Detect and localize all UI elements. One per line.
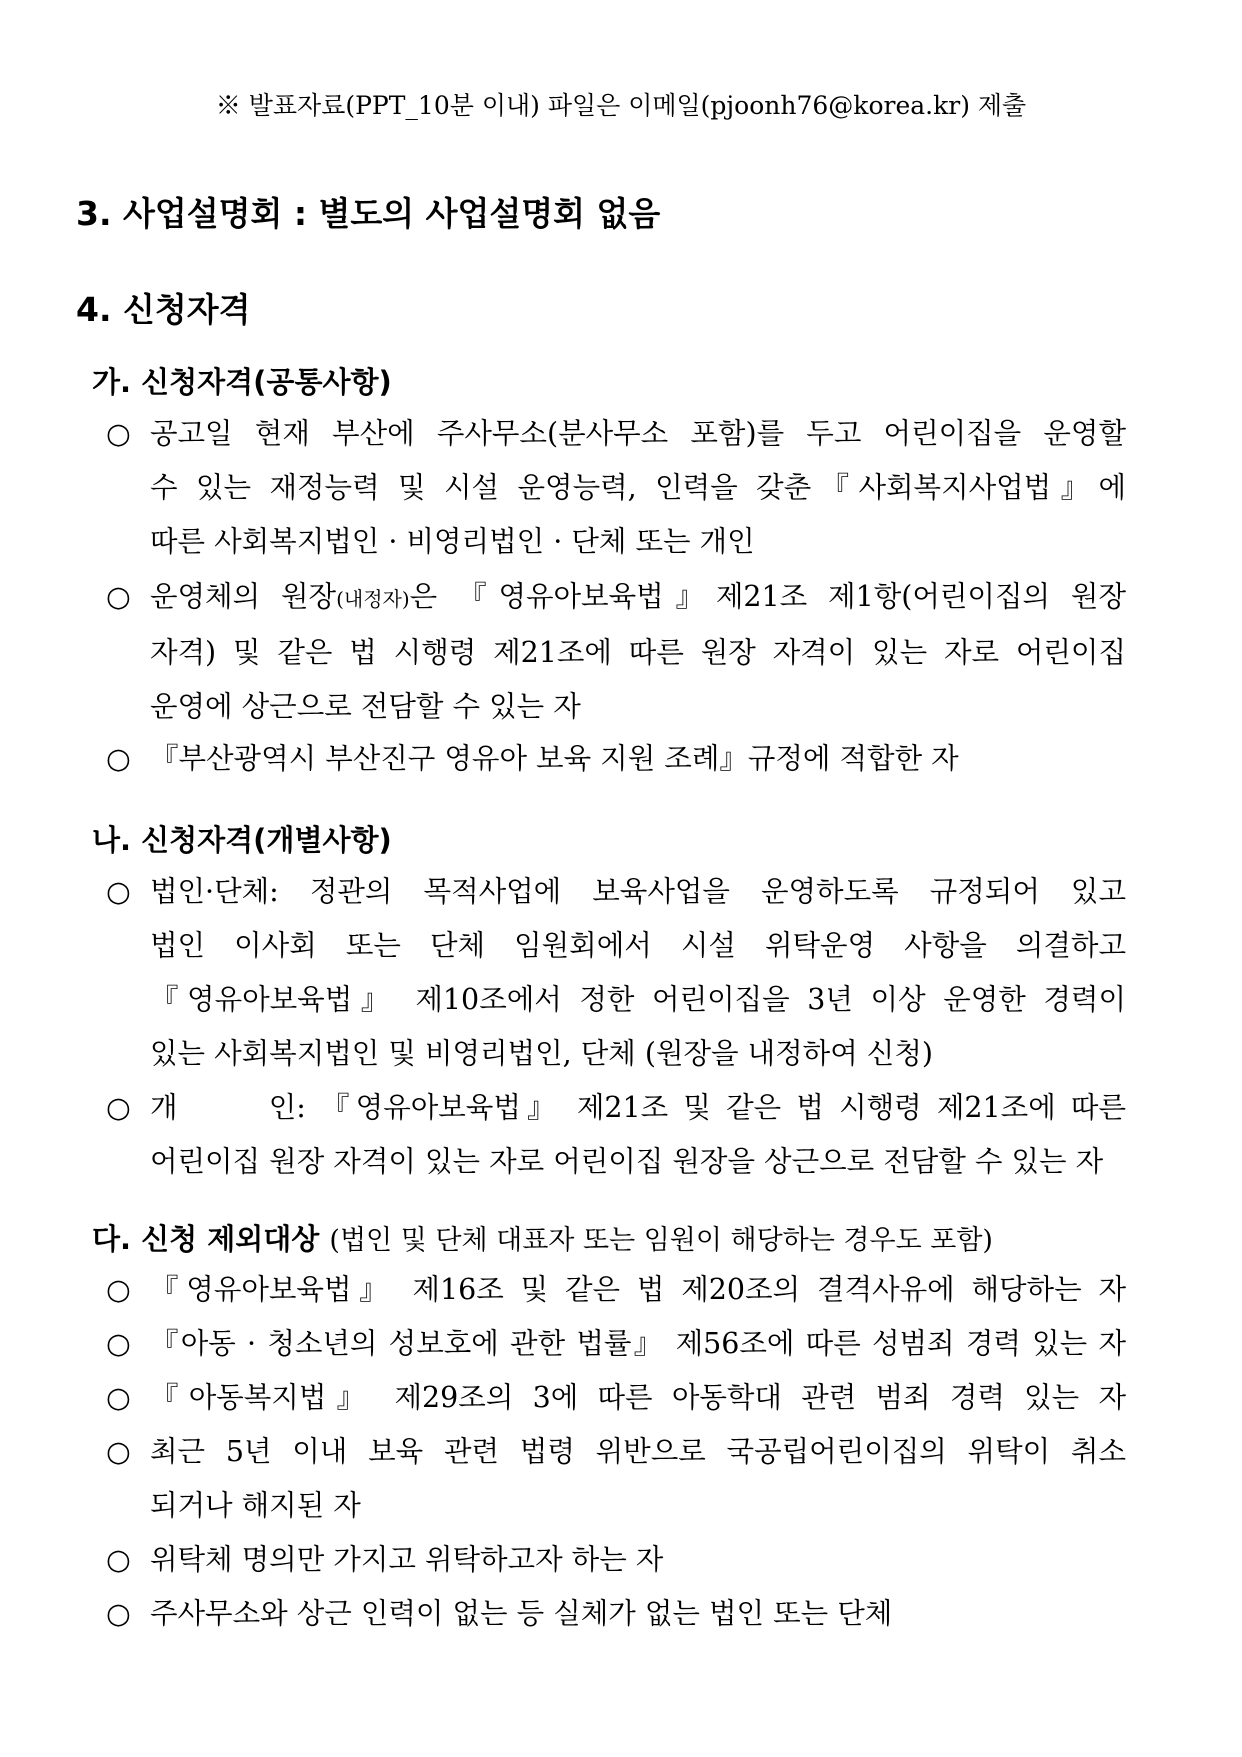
list-item: [106, 865, 1126, 1081]
circle-bullet: ○: [106, 580, 131, 613]
list-item: [106, 732, 1126, 786]
circle-bullet: ○: [106, 1091, 131, 1124]
item-line: [106, 570, 1126, 626]
item-line: 『아동 · 청소년의 성보호에 관한 법률』 제56조에 따른 성범죄 경력 있는 자: [150, 1327, 1126, 1360]
item-line: 자격) 및 같은 법 시행령 제21조에 따른 원장 자격이 있는 자로 어린이집: [150, 636, 1126, 669]
item-line: 운영에 상근으로 전담할 수 있는 자: [150, 690, 581, 723]
item-line: 공고일 현재 부산에 주사무소(분사무소 포함)를 두고 어린이집을 운영할: [150, 417, 1126, 450]
circle-bullet: ○: [106, 1597, 131, 1630]
subsection-ga-heading: 가. 신청자격(공통사항): [92, 365, 392, 399]
list-item: [106, 1533, 1126, 1587]
subsection-na-heading: 나. 신청자격(개별사항): [92, 823, 392, 857]
item-line: 개 인: 『영유아보육법』 제21조 및 같은 법 시행령 제21조에 따른: [150, 1091, 1126, 1124]
section-4-heading: 4. 신청자격: [76, 290, 251, 329]
item-line: 『부산광역시 부산진구 영유아 보육 지원 조례』규정에 적합한 자: [150, 742, 959, 775]
circle-bullet: ○: [106, 1327, 131, 1360]
item-line: 있는 사회복지법인 및 비영리법인, 단체 (원장을 내정하여 신청): [150, 1037, 933, 1070]
item-line: 수 있는 재정능력 및 시설 운영능력, 인력을 갖춘『사회복지사업법』에: [150, 471, 1126, 504]
list-item: [106, 1263, 1126, 1317]
list-item: [106, 1587, 1126, 1641]
list-item: [106, 570, 1126, 734]
item-line: 『영유아보육법』 제16조 및 같은 법 제20조의 결격사유에 해당하는 자: [150, 1273, 1126, 1306]
item-line: 어린이집 원장 자격이 있는 자로 어린이집 원장을 상근으로 전담할 수 있는 자: [150, 1145, 1104, 1178]
list-item: [106, 1081, 1126, 1189]
submission-note: ※ 발표자료(PPT_10분 이내) 파일은 이메일(pjoonh76@korea.kr) 제출: [215, 91, 1027, 120]
item-line: 『영유아보육법』 제10조에서 정한 어린이집을 3년 이상 운영한 경력이: [150, 983, 1126, 1016]
list-item: [106, 1371, 1126, 1425]
circle-bullet: ○: [106, 1381, 131, 1414]
item-line: 『아동복지법』 제29조의 3에 따른 아동학대 관련 범죄 경력 있는 자: [150, 1381, 1126, 1414]
list-item: [106, 407, 1126, 569]
subsection-da-title: 다. 신청 제외대상: [92, 1222, 320, 1256]
item-line: 되거나 해지된 자: [150, 1489, 361, 1522]
subsection-da-heading: [92, 1217, 993, 1258]
item-line: 주사무소와 상근 인력이 없는 등 실체가 없는 법인 또는 단체: [150, 1597, 893, 1630]
item-text-small: (내정자): [336, 587, 410, 611]
item-text: 운영체의 원장: [150, 580, 337, 613]
item-line: 위탁체 명의만 가지고 위탁하고자 하는 자: [150, 1543, 664, 1576]
section-3-heading: 3. 사업설명회 : 별도의 사업설명회 없음: [76, 194, 661, 233]
circle-bullet: ○: [106, 1273, 131, 1306]
item-line: 최근 5년 이내 보육 관련 법령 위반으로 국공립어린이집의 위탁이 취소: [150, 1435, 1126, 1468]
item-line: 법인 이사회 또는 단체 임원회에서 시설 위탁운영 사항을 의결하고: [150, 929, 1126, 962]
list-item: [106, 1317, 1126, 1371]
item-line: 따른 사회복지법인 · 비영리법인 · 단체 또는 개인: [150, 525, 755, 558]
subsection-da-subtitle: (법인 및 단체 대표자 또는 임원이 해당하는 경우도 포함): [329, 1225, 993, 1256]
circle-bullet: ○: [106, 875, 131, 908]
circle-bullet: ○: [106, 1435, 131, 1468]
item-line: 법인·단체: 정관의 목적사업에 보육사업을 운영하도록 규정되어 있고: [150, 875, 1126, 908]
circle-bullet: ○: [106, 417, 131, 450]
list-item: [106, 1425, 1126, 1533]
item-text: 은 『영유아보육법』제21조 제1항(어린이집의 원장: [409, 580, 1126, 613]
circle-bullet: ○: [106, 742, 131, 775]
circle-bullet: ○: [106, 1543, 131, 1576]
